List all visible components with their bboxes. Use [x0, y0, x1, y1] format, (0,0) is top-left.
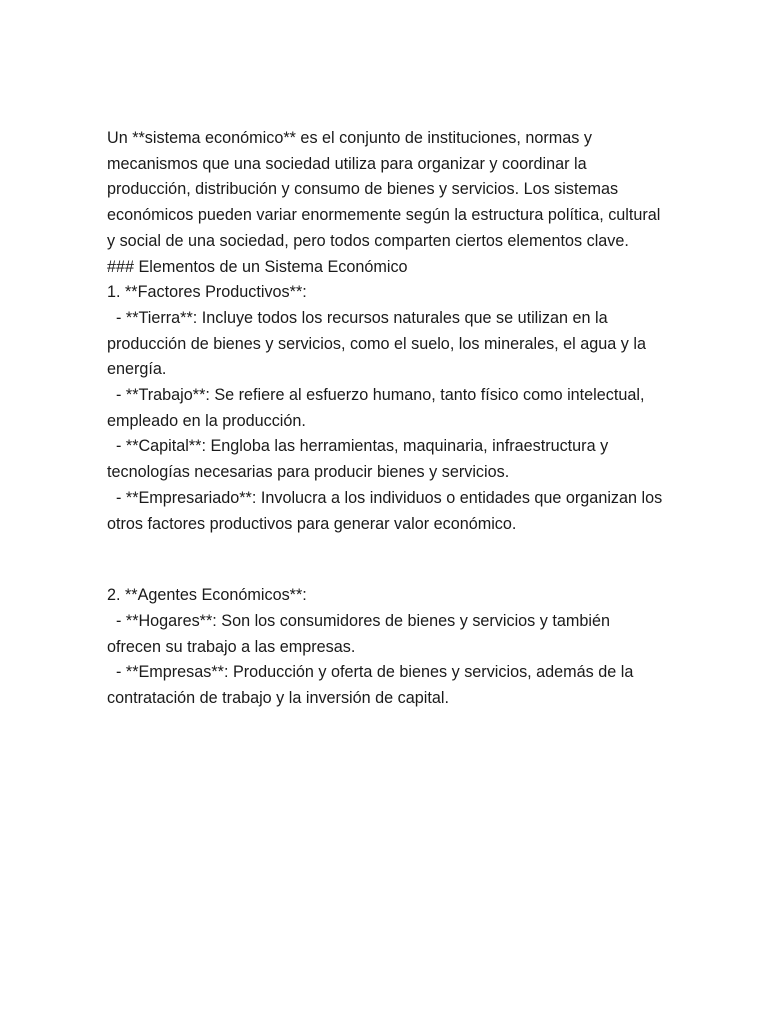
list-title-factores: 1. **Factores Productivos**: [107, 283, 307, 302]
list-title-agentes: 2. **Agentes Económicos**: [107, 586, 307, 605]
list-item-hogares: - **Hogares**: Son los consumidores de bienes y servicios y también ofrecen su trabajo a las empresas. [107, 611, 615, 656]
list-item-empresariado: - **Empresariado**: Involucra a los individuos o entidades que organizan los otros factores productivos para generar valor económico. [107, 488, 667, 533]
list-item-tierra: - **Tierra**: Incluye todos los recursos naturales que se utilizan en la producción de bienes y servicios, como el suelo, los minerales, el agua y la energía. [107, 308, 651, 379]
document-body [107, 126, 667, 712]
list-item-trabajo: - **Trabajo**: Se refiere al esfuerzo humano, tanto físico como intelectual, empleado en la producción. [107, 386, 649, 430]
list-item-capital: - **Capital**: Engloba las herramientas, maquinaria, infraestructura y tecnologías necesarias para producir bienes y servicios. [107, 437, 613, 482]
list-item-empresas: - **Empresas**: Producción y oferta de bienes y servicios, además de la contratación de trabajo y la inversión de capital. [107, 663, 638, 708]
intro-paragraph: Un **sistema económico** es el conjunto de instituciones, normas y mecanismos que una sociedad utiliza para organizar y coordinar la producción, distribución y consumo de bienes y servicios. Los sistemas económicos pueden variar enormemente según la estructura política, cultural y social de una sociedad, pero todos comparten ciertos elementos clave. [107, 129, 665, 250]
section-heading: ### Elementos de un Sistema Económico [107, 257, 408, 276]
